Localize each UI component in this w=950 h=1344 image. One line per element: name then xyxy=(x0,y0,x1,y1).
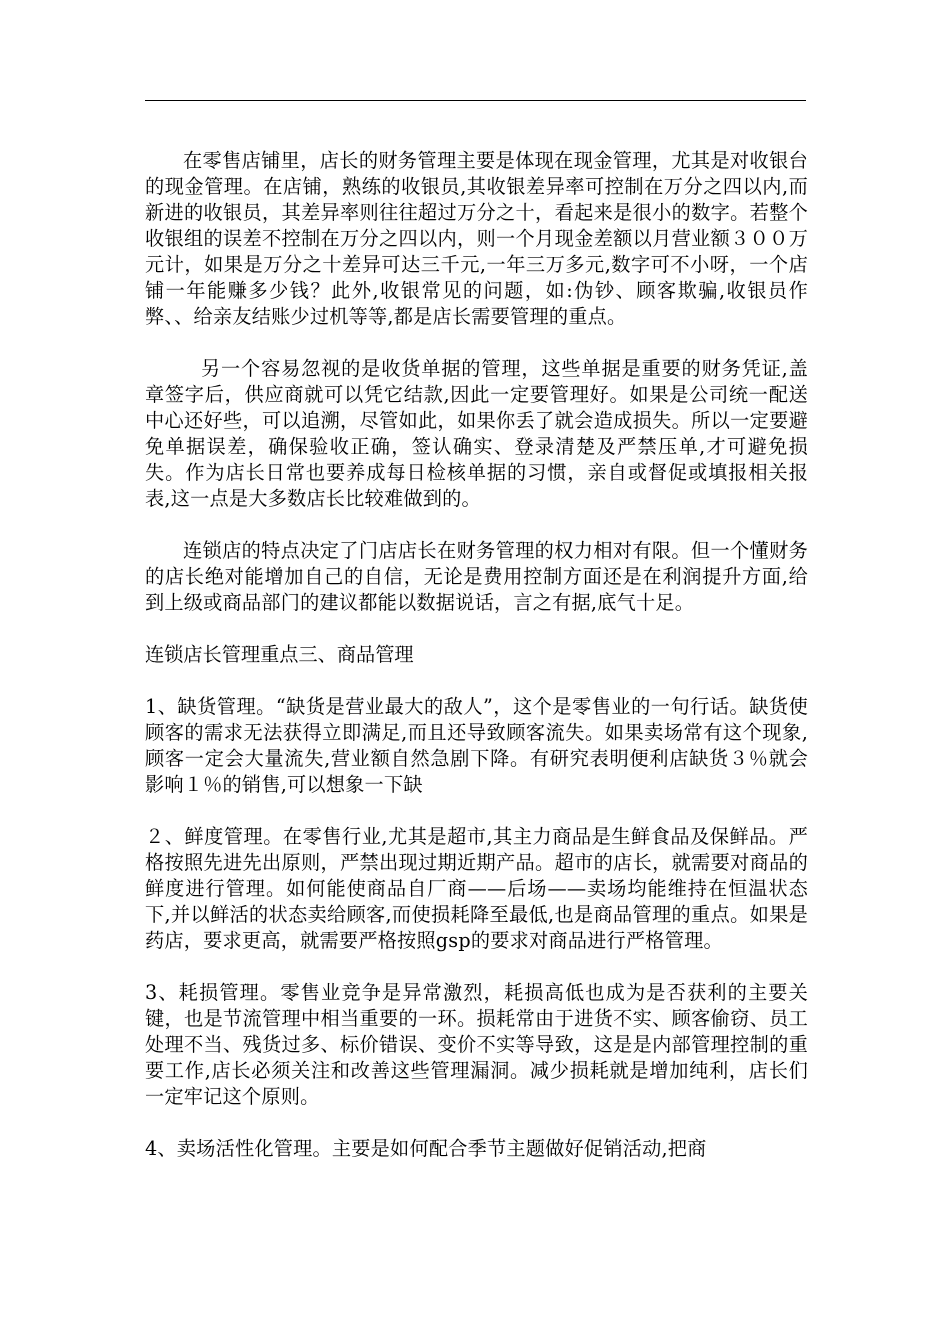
paragraph-cash-management: 在零售店铺里，店长的财务管理主要是体现在现金管理，尤其是对收银台的现金管理。在店铺，熟练的收银员,其收银差异率可控制在万分之四以内,而新进的收银员，其差异率则往往超过万分之十，看起来是很小的数字。若整个收银组的误差不控制在万分之四以内，则一个月现金差额以月营业额３００万元计，如果是万分之十差异可达三千元,一年三万多元,数字可不小呀，一个店铺一年能赚多少钱？此外,收银常见的问题，如:伪钞、顾客欺骗,收银员作弊、、给亲友结账少过机等等,都是店长需要管理的重点。 xyxy=(145,149,808,328)
header-rule xyxy=(145,100,806,101)
paragraph-financial-authority: 连锁店的特点决定了门店店长在财务管理的权力相对有限。但一个懂财务的店长绝对能增加自己的自信，无论是费用控制方面还是在利润提升方面,给到上级或商品部门的建议都能以数据说话，言之有据,底气十足。 xyxy=(145,539,808,614)
document-body xyxy=(145,148,808,1162)
list-item-stockout: 1、缺货管理。“缺货是营业最大的敌人”，这个是零售业的一句行话。缺货使顾客的需求无法获得立即满足,而且还导致顾客流失。如果卖场常有这个现象,顾客一定会大量流失,营业额自然急剧下降。有研究表明便利店缺货３％就会影响１％的销售,可以想象一下缺 xyxy=(145,695,808,796)
list-item-freshness: ２、鲜度管理。在零售行业,尤其是超市,其主力商品是生鲜食品及保鲜品。严格按照先进先出原则，严禁出现过期近期产品。超市的店长，就需要对商品的鲜度进行管理。如何能使商品自厂商——后场——卖场均能维持在恒温状态下,并以鲜活的状态卖给顾客,而使损耗降至最低,也是商品管理的重点。如果是药店，要求更高，就需要严格按照gsp的要求对商品进行严格管理。 xyxy=(145,825,808,952)
list-item-shrinkage: 3、耗损管理。零售业竞争是异常激烈，耗损高低也成为是否获利的主要关键，也是节流管理中相当重要的一环。损耗常由于进货不实、顾客偷窃、员工处理不当、残货过多、标价错误、变价不实等导致，这是是内部管理控制的重要工作,店长必须关注和改善这些管理漏洞。减少损耗就是增加纯利，店长们一定牢记这个原则。 xyxy=(145,981,808,1108)
list-item-store-activation: 4、卖场活性化管理。主要是如何配合季节主题做好促销活动,把商 xyxy=(145,1137,707,1160)
paragraph-receipt-documents: 另一个容易忽视的是收货单据的管理，这些单据是重要的财务凭证,盖章签字后，供应商就可以凭它结款,因此一定要管理好。如果是公司统一配送中心还好些，可以追溯，尽管如此，如果你丢了就会造成损失。所以一定要避免单据误差，确保验收正确，签认确实、登录清楚及严禁压单,才可避免损失。作为店长日常也要养成每日检核单据的习惯，亲自或督促或填报相关报表,这一点是大多数店长比较难做到的。 xyxy=(145,357,808,510)
section-heading: 连锁店长管理重点三、商品管理 xyxy=(145,643,414,666)
